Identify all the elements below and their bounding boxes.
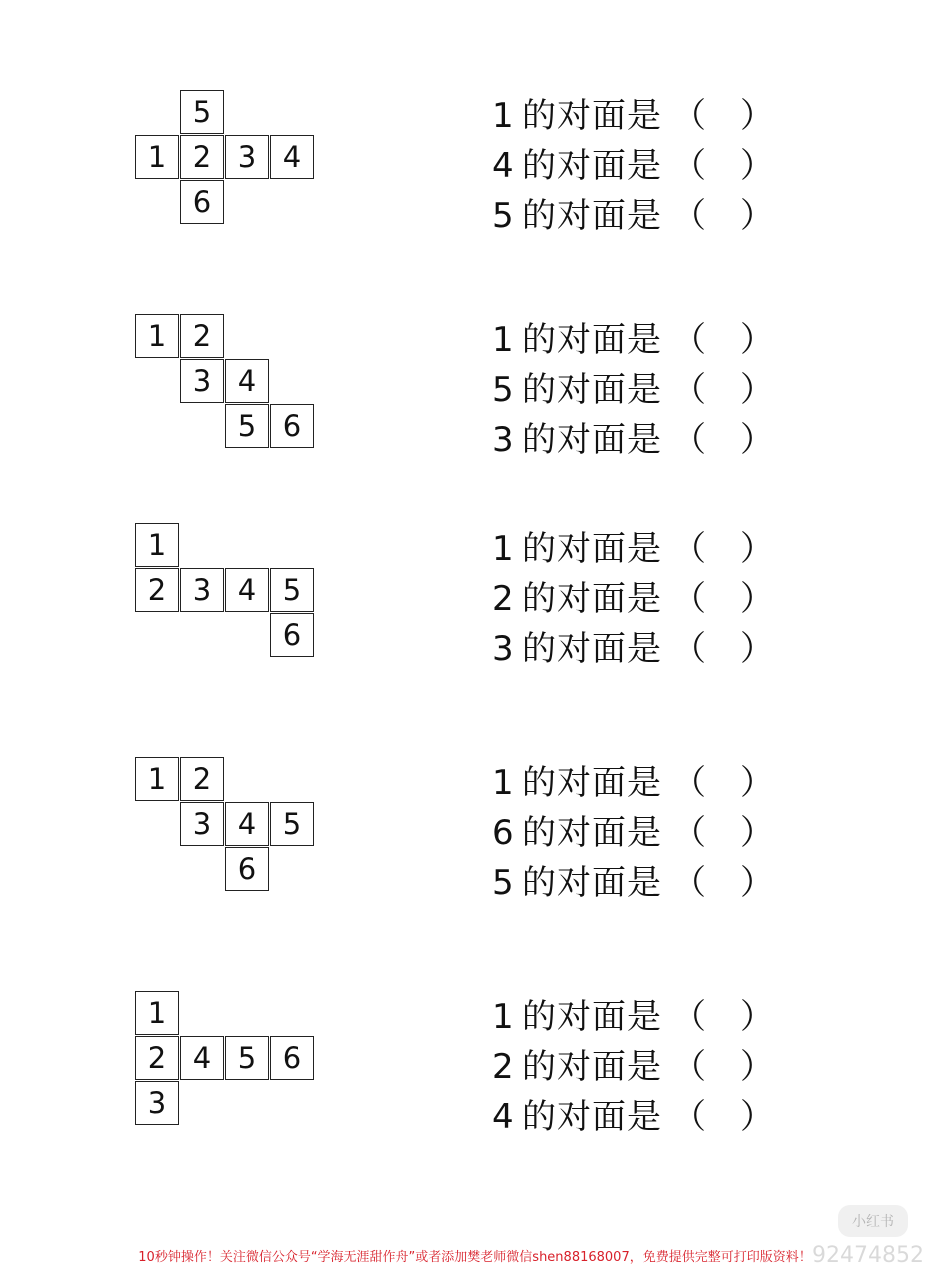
net-cell: 4 <box>180 1036 224 1080</box>
question-line <box>492 91 774 141</box>
face-number: 1 <box>492 763 514 803</box>
answer-blank[interactable]: （ ） <box>672 370 774 410</box>
question-line <box>492 191 774 241</box>
face-number: 3 <box>492 629 514 669</box>
question-text: 的对面是 <box>522 320 662 360</box>
question-line <box>492 524 774 574</box>
answer-blank[interactable]: （ ） <box>672 96 774 136</box>
net-cell: 2 <box>180 757 224 801</box>
cube-net-4 <box>135 757 316 893</box>
answer-blank[interactable]: （ ） <box>672 763 774 803</box>
question-text: 的对面是 <box>522 420 662 460</box>
face-number: 1 <box>492 96 514 136</box>
question-line <box>492 315 774 365</box>
answer-blank[interactable]: （ ） <box>672 146 774 186</box>
question-text: 的对面是 <box>522 146 662 186</box>
question-line <box>492 808 774 858</box>
face-number: 5 <box>492 370 514 410</box>
answer-blank[interactable]: （ ） <box>672 196 774 236</box>
question-line <box>492 758 774 808</box>
question-line <box>492 992 774 1042</box>
net-cell: 3 <box>135 1081 179 1125</box>
question-line <box>492 1042 774 1092</box>
net-cell: 3 <box>225 135 269 179</box>
question-line <box>492 415 774 465</box>
answer-blank[interactable]: （ ） <box>672 1047 774 1087</box>
watermark-id: 92474852 <box>812 1243 924 1268</box>
net-cell: 3 <box>180 568 224 612</box>
face-number: 2 <box>492 1047 514 1087</box>
net-cell: 2 <box>135 568 179 612</box>
watermark-logo: 小红书 <box>838 1205 908 1237</box>
net-cell: 4 <box>225 568 269 612</box>
answer-blank[interactable]: （ ） <box>672 813 774 853</box>
net-cell: 1 <box>135 991 179 1035</box>
face-number: 1 <box>492 997 514 1037</box>
net-cell: 5 <box>180 90 224 134</box>
question-text: 的对面是 <box>522 196 662 236</box>
net-cell: 3 <box>180 802 224 846</box>
cube-net-3 <box>135 523 316 659</box>
net-cell: 4 <box>225 359 269 403</box>
face-number: 1 <box>492 320 514 360</box>
net-cell: 2 <box>180 314 224 358</box>
question-line <box>492 574 774 624</box>
face-number: 3 <box>492 420 514 460</box>
question-line <box>492 141 774 191</box>
answer-blank[interactable]: （ ） <box>672 629 774 669</box>
answer-blank[interactable]: （ ） <box>672 863 774 903</box>
net-cell: 2 <box>180 135 224 179</box>
question-text: 的对面是 <box>522 763 662 803</box>
question-line <box>492 1092 774 1142</box>
net-cell: 1 <box>135 523 179 567</box>
net-cell: 2 <box>135 1036 179 1080</box>
net-cell: 5 <box>270 568 314 612</box>
answer-blank[interactable]: （ ） <box>672 1097 774 1137</box>
net-cell: 6 <box>270 404 314 448</box>
face-number: 2 <box>492 579 514 619</box>
face-number: 6 <box>492 813 514 853</box>
question-text: 的对面是 <box>522 997 662 1037</box>
face-number: 4 <box>492 1097 514 1137</box>
cube-net-1 <box>135 90 316 226</box>
face-number: 5 <box>492 863 514 903</box>
answer-blank[interactable]: （ ） <box>672 579 774 619</box>
net-cell: 5 <box>270 802 314 846</box>
net-cell: 6 <box>270 1036 314 1080</box>
answer-blank[interactable]: （ ） <box>672 997 774 1037</box>
face-number: 4 <box>492 146 514 186</box>
answer-blank[interactable]: （ ） <box>672 420 774 460</box>
answer-blank[interactable]: （ ） <box>672 529 774 569</box>
question-text: 的对面是 <box>522 863 662 903</box>
question-line <box>492 365 774 415</box>
net-cell: 6 <box>270 613 314 657</box>
question-text: 的对面是 <box>522 1047 662 1087</box>
question-text: 的对面是 <box>522 370 662 410</box>
net-cell: 6 <box>225 847 269 891</box>
question-text: 的对面是 <box>522 579 662 619</box>
net-cell: 1 <box>135 314 179 358</box>
answer-blank[interactable]: （ ） <box>672 320 774 360</box>
question-text: 的对面是 <box>522 529 662 569</box>
question-text: 的对面是 <box>522 1097 662 1137</box>
question-text: 的对面是 <box>522 629 662 669</box>
question-line <box>492 624 774 674</box>
face-number: 5 <box>492 196 514 236</box>
question-line <box>492 858 774 908</box>
question-text: 的对面是 <box>522 813 662 853</box>
footer-note: 10秒钟操作！关注微信公众号“学海无涯甜作舟”或者添加樊老师微信shen88168007，免费提供完整可打印版资料！ <box>138 1250 812 1265</box>
face-number: 1 <box>492 529 514 569</box>
net-cell: 1 <box>135 135 179 179</box>
cube-net-5 <box>135 991 316 1127</box>
net-cell: 4 <box>225 802 269 846</box>
net-cell: 3 <box>180 359 224 403</box>
question-text: 的对面是 <box>522 96 662 136</box>
net-cell: 5 <box>225 404 269 448</box>
net-cell: 6 <box>180 180 224 224</box>
net-cell: 5 <box>225 1036 269 1080</box>
net-cell: 4 <box>270 135 314 179</box>
net-cell: 1 <box>135 757 179 801</box>
cube-net-2 <box>135 314 316 450</box>
